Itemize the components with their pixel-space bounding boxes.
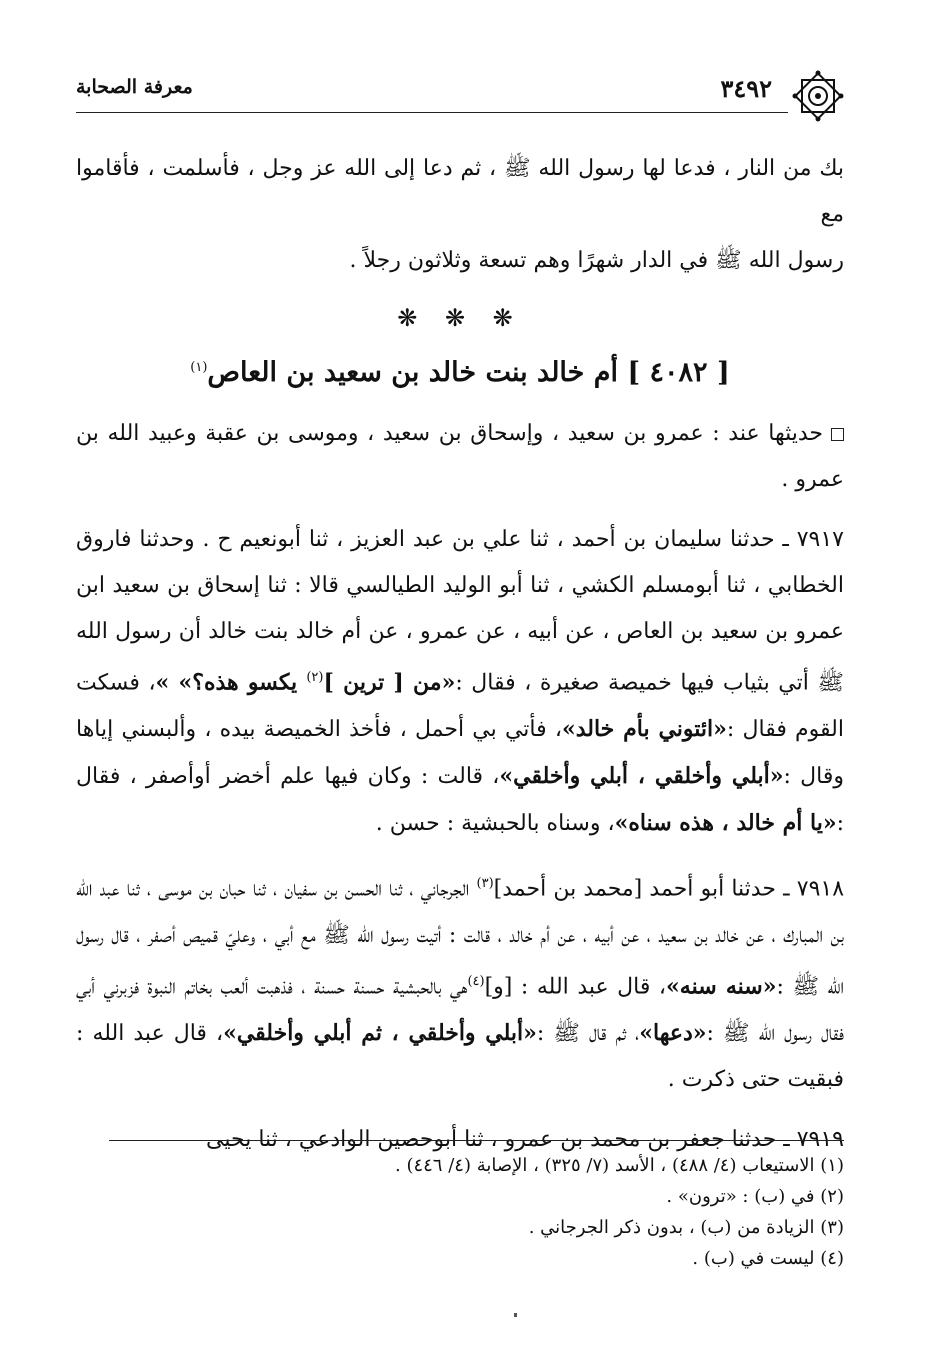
quote-text: «سنه سنه» bbox=[666, 972, 777, 999]
page-header bbox=[76, 70, 844, 110]
hadith-7917 bbox=[76, 517, 844, 847]
footnote: (٤) ليست في (ب) . bbox=[692, 1248, 844, 1269]
hadith-text: هي بالحبشية حسنة حسنة ، فذهبت ألعب بخاتم النبوة فزبرني أبي فقال رسول الله ﷺ : bbox=[76, 973, 844, 1046]
star-ornament-icon bbox=[792, 70, 844, 122]
section-title bbox=[76, 344, 844, 397]
hadith-text: ، فسكت القوم فقال : bbox=[76, 670, 844, 743]
hadith-text: ، ثم قال ﷺ : bbox=[536, 1020, 640, 1046]
main-text bbox=[76, 146, 844, 1163]
narrators-paragraph bbox=[76, 411, 844, 503]
header-rule bbox=[76, 112, 788, 113]
footnote-ref: (٢) bbox=[306, 670, 324, 685]
hadith-7919: ٧٩١٩ ـ حدثنا جعفر بن محمد بن عمرو ، ثنا أبوحصين الوادعي ، ثنا يحيى bbox=[206, 1126, 844, 1152]
quote-text: يكسو هذه؟» » bbox=[155, 669, 307, 696]
footnote-ref: (٣) bbox=[476, 876, 494, 892]
footnote-rule bbox=[109, 1140, 844, 1141]
hadith-text: ٧٩١٧ ـ حدثنا سليمان بن أحمد ، ثنا علي بن عبد العزيز ، ثنا أبونعيم ح . وحدثنا فاروق الخطابي ، ثنا أبومسلم الكشي ، ثنا أبو الوليد الطيالسي قالا : ثنا إسحاق بن سعيد ابن عمرو بن سعيد بن العاص ، عن أبيه ، عن عمرو ، عن أم خالد بنت خالد أن رسول الله ﷺ أتي بثياب فيها خميصة صغيرة ، فقال : bbox=[76, 527, 844, 696]
footnote-ref: (٤) bbox=[467, 973, 485, 989]
quote-text: «أبلي وأخلقي ، ثم أبلي وأخلقي» bbox=[223, 1019, 537, 1046]
hadith-text: الجرجاني ، ثنا الحسن بن سفيان ، ثنا حبان بن موسى ، ثنا عبد الله بن المبارك ، عن خالد بن سعيد ، عن أبيه ، عن أم خالد ، قالت : أتيت رسول الله ﷺ مع أبي ، وعليّ قميص أصفر ، قال رسول الله ﷺ : bbox=[76, 876, 844, 999]
footnote: (٢) في (ب) : «ترون» . bbox=[666, 1186, 844, 1207]
hadith-text: ، قال عبد الله : [و] bbox=[484, 973, 667, 999]
hadith-text: ، قالت : وكان فيها علم أخضر أوأصفر ، فقال : bbox=[76, 764, 844, 837]
section-title-text: [ ٤٠٨٢ ] أم خالد بنت خالد بن سعيد بن العاص bbox=[207, 357, 730, 388]
page-number: ٣٤٩٢ bbox=[720, 74, 772, 103]
quote-text: «أبلي وأخلقي ، أبلي وأخلقي» bbox=[499, 763, 784, 790]
footnotes bbox=[109, 1150, 844, 1274]
intro-line: بك من النار ، فدعا لها رسول الله ﷺ ، ثم دعا إلى الله عز وجل ، فأسلمت ، فأقاموا مع bbox=[76, 156, 844, 227]
quote-text: «يا أم خالد ، هذه سناه» bbox=[614, 810, 837, 837]
footnote: (١) الاستيعاب (٤/ ٤٨٨) ، الأسد (٧/ ٣٢٥) ، الإصابة (٤/ ٤٤٦) . bbox=[395, 1155, 844, 1176]
hadith-text: ، فأتي بي أحمل ، فأخذ الخميصة بيده ، وألبسني إياها وقال : bbox=[76, 717, 844, 790]
quote-text: «من [ ترين ] bbox=[323, 669, 456, 696]
footnote-ref: (١) bbox=[190, 360, 208, 375]
hadith-text: ، قال عبد الله : فبقيت حتى ذكرت . bbox=[76, 1020, 844, 1092]
hadith-text: ، وسناه بالحبشية : حسن . bbox=[375, 811, 615, 837]
section-separator: ❋ ❋ ❋ bbox=[397, 304, 523, 332]
quote-text: «دعها» bbox=[639, 1019, 707, 1046]
footnote: (٣) الزيادة من (ب) ، بدون ذكر الجرجاني . bbox=[528, 1217, 844, 1238]
quote-text: «ائتوني بأم خالد» bbox=[561, 716, 727, 743]
square-bullet-icon bbox=[831, 428, 844, 441]
narrators-text: حديثها عند : عمرو بن سعيد ، وإسحاق بن سعيد ، وموسى بن عقبة وعبيد الله بن عمرو . bbox=[76, 421, 844, 492]
hadith-7918 bbox=[76, 861, 844, 1103]
intro-line: رسول الله ﷺ في الدار شهرًا وهم تسعة وثلاثون رجلاً . bbox=[349, 248, 844, 273]
running-title: معرفة الصحابة bbox=[76, 76, 193, 98]
print-speck bbox=[514, 1313, 517, 1317]
hadith-text: ٧٩١٨ ـ حدثنا أبو أحمد [محمد بن أحمد] bbox=[493, 876, 845, 902]
